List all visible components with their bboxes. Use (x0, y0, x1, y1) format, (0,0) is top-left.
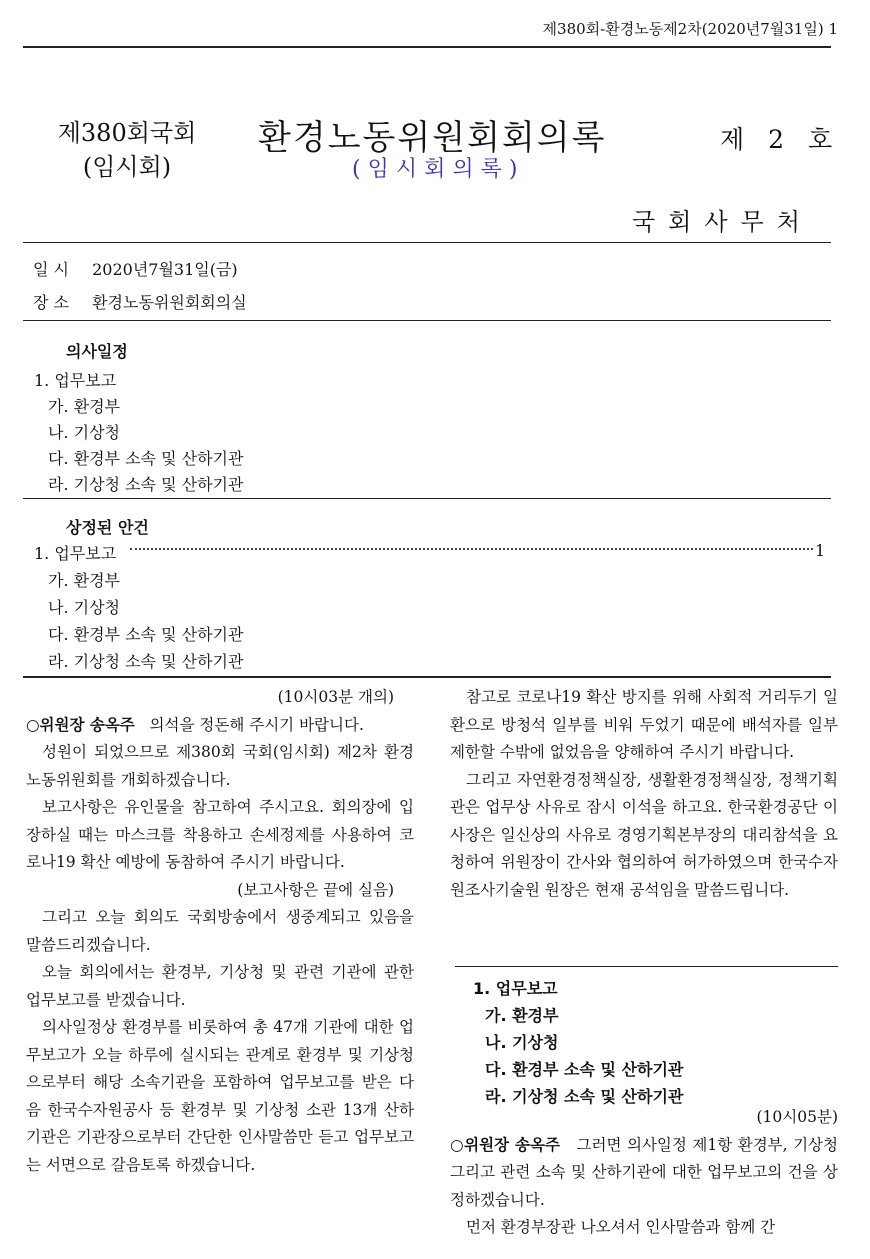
document-title: 환경노동위원회회의록 (258, 118, 607, 158)
date-label: 일 시 (33, 260, 69, 279)
agenda-heading: 의사일정 (66, 342, 128, 361)
right-column-continued (450, 1104, 838, 1242)
paragraph: 오늘 회의에서는 환경부, 기상청 및 관련 기관에 관한 업무보고를 받겠습니다. (26, 963, 414, 1009)
agenda-sub-item: 다. 환경부 소속 및 산하기관 (48, 449, 244, 468)
report-note: (보고사항은 끝에 실음) (237, 880, 394, 899)
time-mark: (10시05분) (756, 1108, 838, 1126)
paragraph (450, 1132, 838, 1215)
speaker-name: ○위원장 송옥주 (26, 715, 135, 734)
tabled-agenda-item: 1. 업무보고 (473, 979, 558, 998)
running-header: 제380회-환경노동제2차(2020년7월31일) 1 (542, 20, 838, 38)
tabled-sub-item: 라. 기상청 소속 및 산하기관 (48, 652, 244, 671)
paragraph (26, 712, 414, 740)
tabled-agenda-sub: 다. 환경부 소속 및 산하기관 (485, 1060, 684, 1079)
meeting-date (33, 257, 238, 280)
header-rule (23, 46, 831, 48)
paragraph-text: 그러면 의사일정 제1항 환경부, 기상청 그리고 관련 소속 및 산하기관에 대한 업무보고의 건을 상정하겠습니다. (450, 1135, 839, 1209)
tabled-agenda-sub: 가. 환경부 (485, 1006, 559, 1025)
masthead-rule (23, 242, 831, 243)
tabled-sub-item: 나. 기상청 (48, 598, 120, 617)
tabled-heading: 상정된 안건 (66, 518, 149, 537)
tabled-agenda-sub: 나. 기상청 (485, 1033, 559, 1052)
body-rule (23, 676, 831, 678)
paragraph: 참고로 코로나19 확산 방지를 위해 사회적 거리두기 일환으로 방청석 일부를 비워 두었기 때문에 배석자를 일부 제한할 수밖에 없었음을 양해하여 주시기 바랍니다. (450, 688, 838, 761)
opening-time: (10시03분 개의) (277, 688, 394, 706)
paragraph: 성원이 되었으므로 제380회 국회(임시회) 제2차 환경노동위원회를 개회하겠습니다. (26, 743, 414, 789)
issuing-office: 국회사무처 (632, 208, 813, 236)
tabled-sub-item: 다. 환경부 소속 및 산하기관 (48, 625, 244, 644)
tabled-sub-item: 가. 환경부 (48, 571, 120, 590)
tabled-agenda-block (473, 975, 683, 1110)
place-value: 환경노동위원회회의실 (92, 293, 247, 312)
dot-leader (130, 548, 813, 550)
session-label (47, 116, 207, 184)
date-value: 2020년7월31일(금) (92, 260, 238, 279)
left-column (26, 684, 414, 1179)
tabled-page-number: 1 (815, 541, 826, 560)
meeting-place (33, 290, 247, 313)
agenda-sub-item: 나. 기상청 (48, 423, 120, 442)
session-line2: (임시회) (82, 153, 172, 181)
session-line1: 제380회국회 (57, 119, 197, 147)
agenda-item: 1. 업무보고 (34, 371, 117, 390)
agenda-rule (23, 498, 831, 499)
paragraph: 의사일정상 환경부를 비롯하여 총 47개 기관에 대한 업무보고가 오늘 하루에 실시되는 관계로 환경부 및 기상청으로부터 해당 소속기관을 포함하여 업무보고를 받은 다음 한국수자원공사 등 환경부 및 기상청 소관 13개 산하기관은 기관장으로부터 간단한 인사말씀만 듣고 업무보고는 서면으로 갈음토록 하겠습니다. (26, 1018, 414, 1174)
paragraph: 먼저 환경부장관 나오셔서 인사말씀과 함께 간 (466, 1218, 776, 1236)
agenda-sub-item: 가. 환경부 (48, 397, 120, 416)
tabled-agenda-sub: 라. 기상청 소속 및 산하기관 (485, 1087, 684, 1106)
meta-rule (23, 320, 831, 321)
paragraph: 보고사항은 유인물을 참고하여 주시고요. 회의장에 입장하실 때는 마스크를 착용하고 손세정제를 사용하여 코로나19 확산 예방에 동참하여 주시기 바랍니다. (26, 798, 414, 871)
right-column (450, 684, 838, 904)
place-label: 장 소 (33, 293, 69, 312)
tabled-item: 1. 업무보고 (34, 544, 117, 563)
paragraph: 그리고 자연환경정책실장, 생활환경정책실장, 정책기획관은 업무상 사유로 잠시 이석을 하고요. 한국환경공단 이사장은 일신상의 사유로 경영기획본부장의 대리참석을 요청하여 위원장이 간사와 협의하여 허가하였으며 한국수자원조사기술원 원장은 현재 공석임을 말씀드립니다. (450, 770, 838, 899)
paragraph-text: 의석을 정돈해 주시기 바랍니다. (149, 715, 364, 734)
agenda-sub-item: 라. 기상청 소속 및 산하기관 (48, 475, 244, 494)
speaker-name: ○위원장 송옥주 (450, 1135, 560, 1154)
document-subtitle: (임시회의록) (352, 157, 525, 182)
issue-number: 제 2 호 (720, 125, 841, 154)
paragraph: 그리고 오늘 회의도 국회방송에서 생중계되고 있음을 말씀드리겠습니다. (26, 908, 414, 954)
agenda-block-rule (455, 966, 838, 967)
